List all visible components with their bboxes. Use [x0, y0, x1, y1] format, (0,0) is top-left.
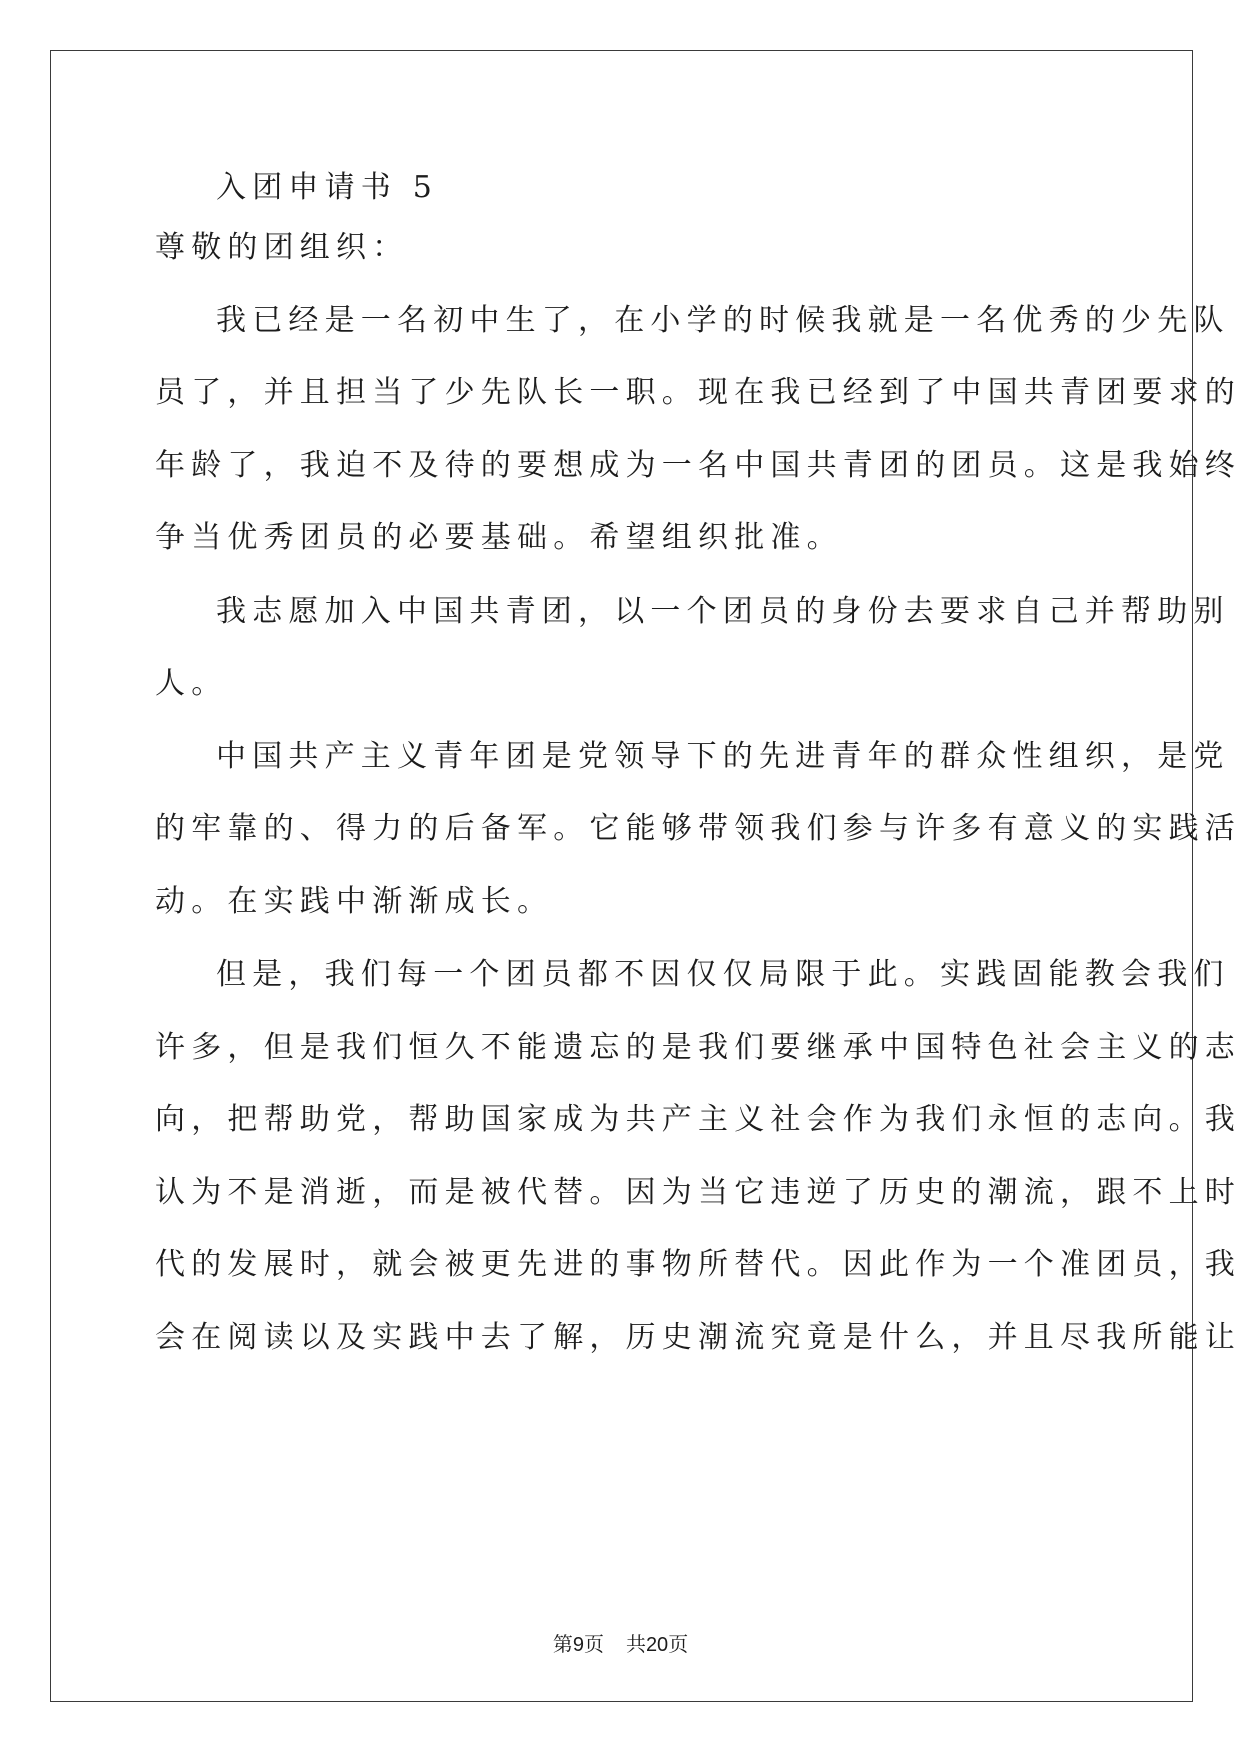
paragraph-line: 中国共产主义青年团是党领导下的先进青年的群众性组织，是党 — [216, 739, 1230, 774]
paragraph-line: 争当优秀团员的必要基础。希望组织批准。 — [155, 520, 843, 555]
paragraph-line: 的牢靠的、得力的后备军。它能够带领我们参与许多有意义的实践活 — [155, 811, 1241, 846]
paragraph-line: 代的发展时，就会被更先进的事物所替代。因此作为一个准团员，我 — [155, 1247, 1241, 1282]
page-prefix: 第 — [552, 1632, 573, 1656]
page-suffix: 页 — [583, 1632, 604, 1656]
paragraph-line: 人。 — [155, 666, 228, 701]
paragraph-line: 动。在实践中渐渐成长。 — [155, 884, 554, 919]
total-pages: 20 — [645, 1634, 669, 1656]
paragraph-line: 我志愿加入中国共青团，以一个团员的身份去要求自己并帮助别 — [216, 594, 1230, 629]
page-number: 9 — [572, 1634, 584, 1656]
paragraph-line: 我已经是一名初中生了，在小学的时候我就是一名优秀的少先队 — [216, 303, 1230, 338]
salutation: 尊敬的团组织： — [155, 230, 409, 265]
total-prefix: 共 — [625, 1632, 646, 1656]
paragraph-line: 认为不是消逝，而是被代替。因为当它违逆了历史的潮流，跟不上时 — [155, 1175, 1241, 1210]
document-title: 入团申请书 5 — [216, 170, 439, 205]
paragraph-line: 但是，我们每一个团员都不因仅仅局限于此。实践固能教会我们 — [216, 957, 1230, 992]
paragraph-line: 会在阅读以及实践中去了解，历史潮流究竟是什么，并且尽我所能让 — [155, 1320, 1241, 1355]
paragraph-line: 向，把帮助党，帮助国家成为共产主义社会作为我们永恒的志向。我 — [155, 1102, 1241, 1137]
page-border — [50, 50, 1241, 1702]
paragraph-line: 员了，并且担当了少先队长一职。现在我已经到了中国共青团要求的 — [155, 375, 1241, 410]
page-footer — [0, 1630, 1241, 1659]
total-suffix: 页 — [668, 1632, 689, 1656]
paragraph-line: 许多，但是我们恒久不能遗忘的是我们要继承中国特色社会主义的志 — [155, 1030, 1241, 1065]
paragraph-line: 年龄了，我迫不及待的要想成为一名中国共青团的团员。这是我始终 — [155, 448, 1241, 483]
